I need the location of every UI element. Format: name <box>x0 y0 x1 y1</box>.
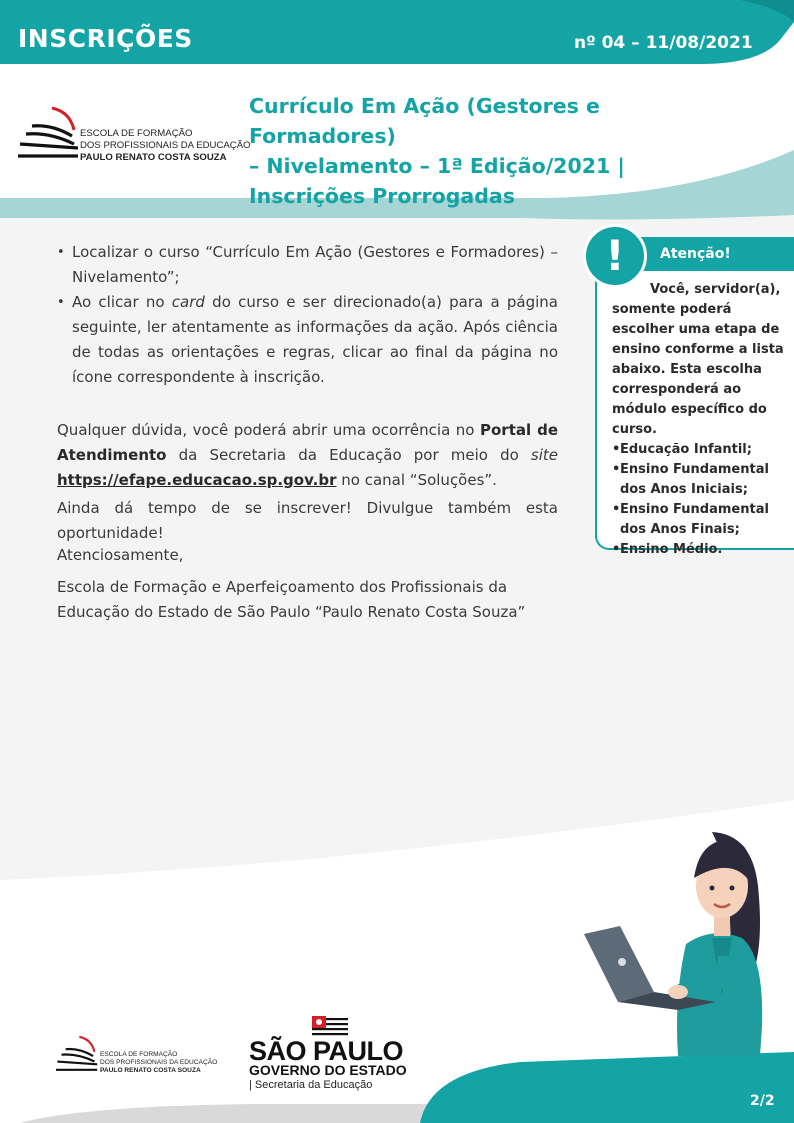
sao-paulo-logo-title: SÃO PAULO <box>249 1036 404 1066</box>
attention-text: Você, servidor(a), somente poderá escolher uma etapa de ensino conforme a lista abaixo. Esta escolha corresponderá ao módulo específico do curso. <box>612 282 784 437</box>
invite-text: Ainda dá tempo de se inscrever! Divulgue também esta oportunidade! <box>57 499 558 542</box>
title-line: Currículo Em Ação (Gestores e Formadores) <box>249 94 600 148</box>
instruction-list <box>57 240 558 390</box>
stage-list <box>612 440 784 560</box>
list-item: • Ao clicar no card do curso e ser direcionado(a) para a página seguinte, ler atentamente as informações da ação. Após ciência de todas as orientações e regras, clicar ao final da página no ícone correspondente à inscrição. <box>57 290 558 390</box>
efape-link[interactable]: https://efape.educacao.sp.gov.br <box>57 471 337 489</box>
governo-label: GOVERNO DO ESTADO <box>249 1062 407 1078</box>
efape-footer-logo-text: ESCOLA DE FORMAÇÃO DOS PROFISSIONAIS DA EDUCAÇÃO PAULO RENATO COSTA SOUZA <box>100 1051 218 1074</box>
secretaria-label: | Secretaria da Educação <box>249 1079 373 1091</box>
closing-text: Atenciosamente, <box>57 546 184 564</box>
woman-with-laptop-illustration <box>582 826 772 1056</box>
list-item: • Ensino Fundamental dos Anos Finais; <box>612 500 784 540</box>
list-item: • Ensino Fundamental dos Anos Iniciais; <box>612 460 784 500</box>
list-item: • Educação Infantil; <box>612 440 784 460</box>
efape-footer-logo-icon <box>56 1034 100 1074</box>
issue-number-date: nº 04 – 11/08/2021 <box>574 33 753 53</box>
doubt-paragraph: Qualquer dúvida, você poderá abrir uma ocorrência no Portal de Atendimento da Secretaria da Educação por meio do site https://efape.educacao.sp.gov.br no canal “Soluções”. <box>57 421 559 489</box>
attention-content <box>612 280 784 560</box>
signature-text: Escola de Formação e Aperfeiçoamento dos Profissionais da Educação do Estado de São Paulo “Paulo Renato Costa Souza” <box>57 578 526 621</box>
attention-label: Atenção! <box>660 246 731 262</box>
efape-logo-text: ESCOLA DE FORMAÇÃO DOS PROFISSIONAIS DA EDUCAÇÃO PAULO RENATO COSTA SOUZA <box>80 128 251 163</box>
list-item: • Ensino Médio. <box>612 540 784 560</box>
list-item: • Localizar o curso “Currículo Em Ação (Gestores e Formadores) – Nivelamento”; <box>57 240 558 290</box>
title-line: Inscrições Prorrogadas <box>249 184 515 208</box>
portal-name: Portal de Atendimento <box>57 421 559 464</box>
efape-logo-icon <box>18 104 82 162</box>
title-line: – Nivelamento – 1ª Edição/2021 | <box>249 154 625 178</box>
page-number: 2/2 <box>750 1093 775 1109</box>
document-title <box>249 91 719 211</box>
exclamation-mark: ! <box>605 231 625 280</box>
section-title: INSCRIÇÕES <box>18 24 193 53</box>
